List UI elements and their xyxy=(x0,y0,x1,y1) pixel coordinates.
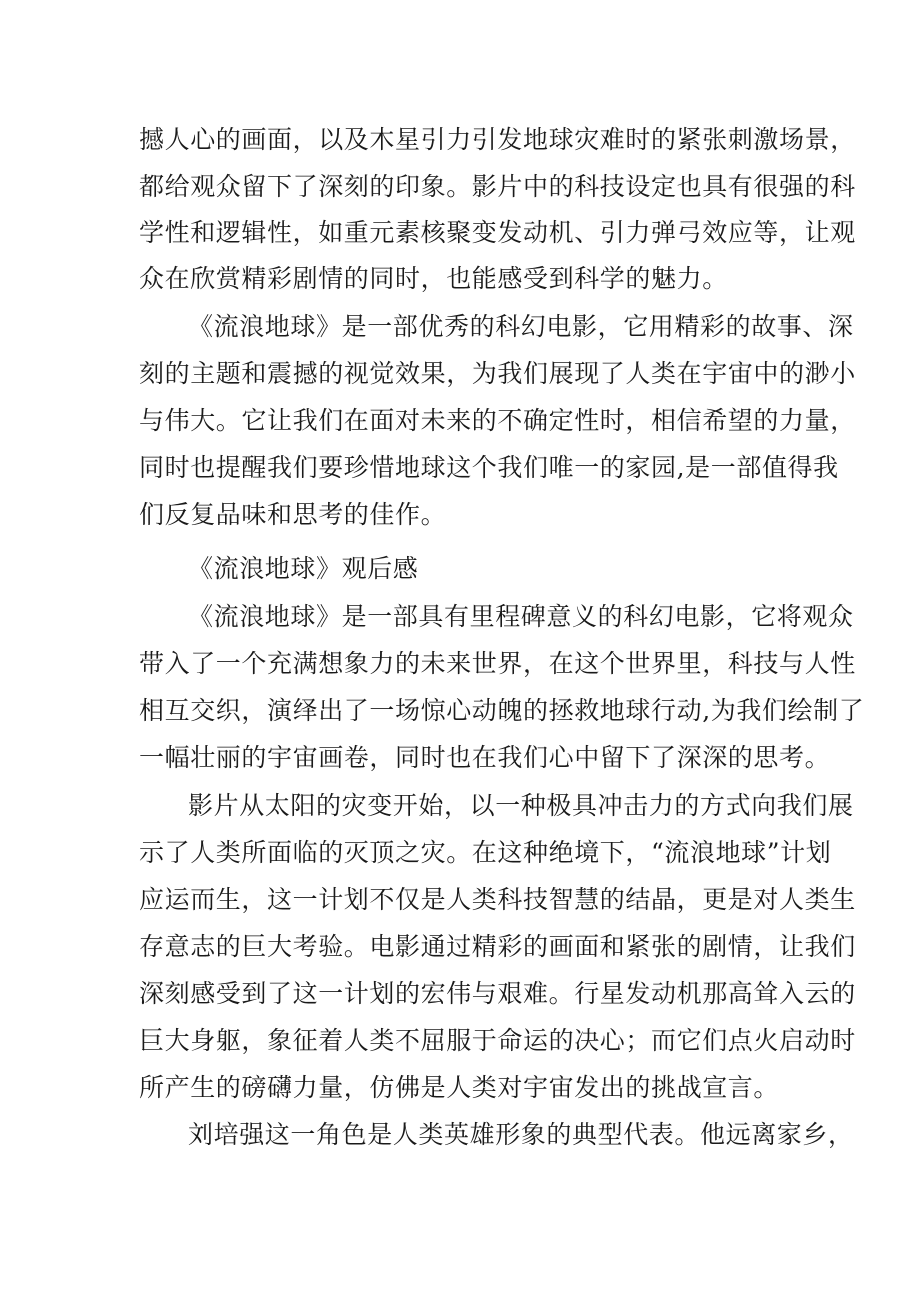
text-line: 深刻感受到了这一计划的宏伟与艰难。行星发动机那高耸入云的 xyxy=(139,979,856,1008)
text-line: 学性和逻辑性，如重元素核聚变发动机、引力弹弓效应等，让观 xyxy=(139,218,856,247)
text-line: 刻的主题和震撼的视觉效果，为我们展现了人类在宇宙中的渺小 xyxy=(139,359,856,388)
paragraph-start-line: 《流浪地球》是一部具有里程碑意义的科幻电影，它将观众 xyxy=(188,602,854,631)
text-line: 众在欣赏精彩剧情的同时，也能感受到科学的魅力。 xyxy=(139,264,728,293)
text-line: 带入了一个充满想象力的未来世界，在这个世界里，科技与人性 xyxy=(139,649,856,678)
paragraph-start-line: 影片从太阳的灾变开始，以一种极具冲击力的方式向我们展 xyxy=(188,791,854,820)
text-line: 相互交织，演绎出了一场惊心动魄的拯救地球行动,为我们绘制了 xyxy=(139,696,865,725)
section-heading: 《流浪地球》观后感 xyxy=(188,554,419,583)
text-line: 存意志的巨大考验。电影通过精彩的画面和紧张的剧情，让我们 xyxy=(139,932,856,961)
text-line: 所产生的磅礴力量，仿佛是人类对宇宙发出的挑战宣言。 xyxy=(139,1073,780,1102)
text-line: 一幅壮丽的宇宙画卷，同时也在我们心中留下了深深的思考。 xyxy=(139,743,831,772)
text-line: 们反复品味和思考的佳作。 xyxy=(139,500,447,529)
text-line: 撼人心的画面，以及木星引力引发地球灾难时的紧张刺激场景， xyxy=(139,125,856,154)
text-line: 同时也提醒我们要珍惜地球这个我们唯一的家园,是一部值得我 xyxy=(139,453,839,482)
paragraph-start-line: 刘培强这一角色是人类英雄形象的典型代表。他远离家乡， xyxy=(188,1120,854,1149)
text-line: 应运而生，这一计划不仅是人类科技智慧的结晶，更是对人类生 xyxy=(139,885,856,914)
text-line: 巨大身躯，象征着人类不屈服于命运的决心；而它们点火启动时 xyxy=(139,1026,856,1055)
paragraph-start-line: 《流浪地球》是一部优秀的科幻电影，它用精彩的故事、深 xyxy=(188,312,854,341)
text-line: 与伟大。它让我们在面对未来的不确定性时，相信希望的力量， xyxy=(139,406,856,435)
text-line: 都给观众留下了深刻的印象。影片中的科技设定也具有很强的科 xyxy=(139,172,856,201)
text-line: 示了人类所面临的灭顶之灾。在这种绝境下，“流浪地球”计划 xyxy=(139,838,832,867)
